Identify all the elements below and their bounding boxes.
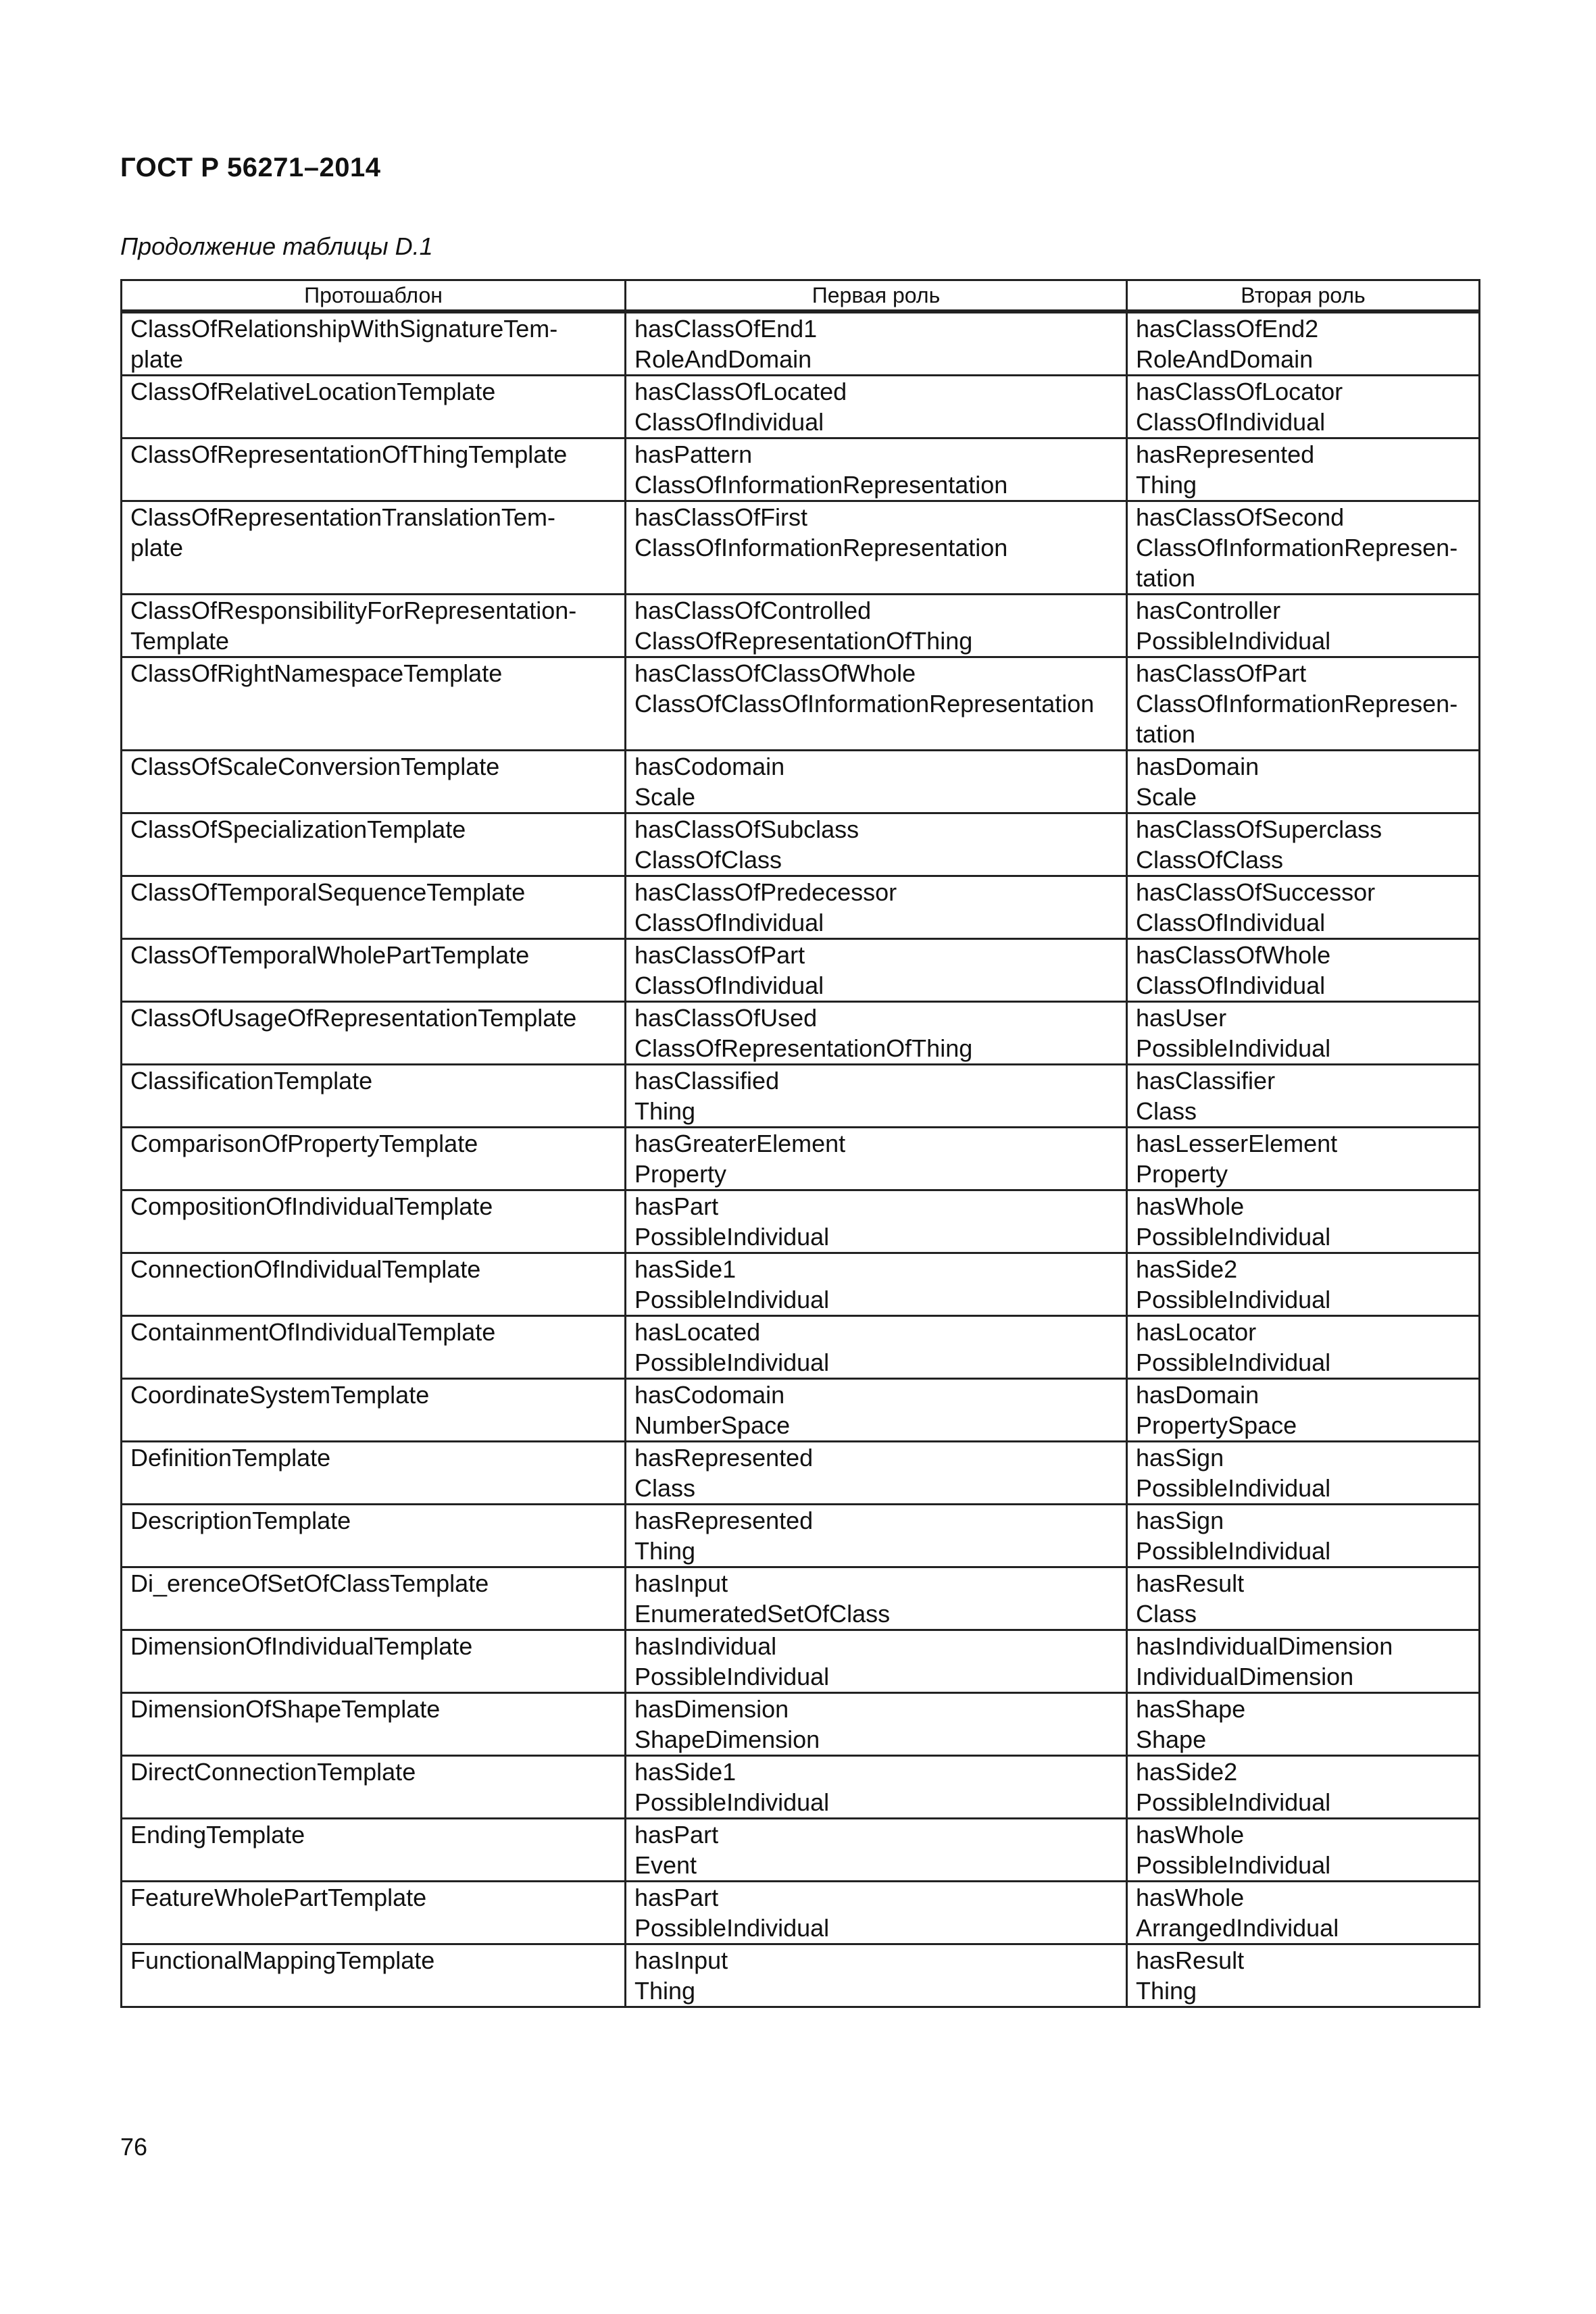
first-role-cell [626,1379,1127,1442]
cell-line: ClassOfIndividual [1136,909,1326,936]
cell-line: hasClassOfPredecessor [634,878,897,906]
cell-line: hasClassOfLocated [634,378,847,405]
first-role-cell [626,1567,1127,1630]
cell-line: ShapeDimension [634,1726,820,1753]
first-role-cell [626,813,1127,876]
cell-line: ClassOfRelativeLocationTemplate [130,378,496,405]
cell-line: PossibleIndividual [1136,1537,1331,1565]
cell-line: IndividualDimension [1136,1663,1354,1690]
cell-line: hasResult [1136,1946,1245,1974]
cell-line: hasPart [634,1884,719,1911]
cell-line: hasWhole [1136,1192,1245,1220]
protemplate-cell [122,1379,626,1442]
first-role-cell [626,501,1127,595]
cell-line: Event [634,1851,697,1879]
protemplate-cell [122,1819,626,1882]
table-caption: Продолжение таблицы D.1 [120,232,433,260]
cell-line: hasClassOfSubclass [634,815,859,843]
first-role-cell [626,1819,1127,1882]
cell-line: ClassOfRepresentationOfThing [634,1034,973,1062]
second-role-cell [1127,751,1480,813]
table-row [122,876,1480,939]
cell-line: hasDomain [1136,753,1260,780]
cell-line: PossibleIndividual [634,1788,830,1816]
cell-line: PossibleIndividual [1136,1474,1331,1502]
cell-line: Shape [1136,1726,1207,1753]
first-role-cell [626,1505,1127,1567]
second-role-cell [1127,1316,1480,1379]
protemplate-cell [122,751,626,813]
cell-line: hasClassOfSecond [1136,503,1345,531]
cell-line: hasSide2 [1136,1255,1238,1283]
second-role-cell [1127,1505,1480,1567]
page-number: 76 [120,2133,148,2161]
second-role-cell [1127,1442,1480,1505]
cell-line: EnumeratedSetOfClass [634,1600,891,1628]
second-role-cell [1127,813,1480,876]
cell-line: Scale [1136,783,1197,811]
cell-line: hasWhole [1136,1884,1245,1911]
cell-line: ArrangedIndividual [1136,1914,1339,1942]
cell-line: hasRepresented [1136,441,1315,468]
cell-line: tation [1136,720,1196,748]
table-row [122,376,1480,438]
protemplate-cell [122,1253,626,1316]
protemplate-cell [122,501,626,595]
cell-line: hasRepresented [634,1444,814,1472]
cell-line: hasClassified [634,1067,780,1095]
table-body [122,311,1480,2007]
protemplate-cell [122,876,626,939]
cell-line: ClassOfIndividual [1136,408,1326,436]
protemplate-cell [122,311,626,376]
cell-line: ClassOfClassOfInformationRepresentation [634,690,1095,718]
cell-line: ClassOfRepresentationOfThingTemplate [130,441,568,468]
second-role-cell [1127,1253,1480,1316]
second-role-cell [1127,1630,1480,1693]
cell-line: Thing [634,1097,696,1125]
cell-line: hasClassOfSuperclass [1136,815,1382,843]
cell-line: NumberSpace [634,1411,791,1439]
table-row [122,751,1480,813]
cell-line: Class [1136,1097,1197,1125]
first-role-cell [626,1253,1127,1316]
cell-line: ClassOfInformationRepresen- [1136,690,1458,718]
cell-line: hasDomain [1136,1381,1260,1409]
table-row [122,1379,1480,1442]
second-role-cell [1127,311,1480,376]
first-role-cell [626,1944,1127,2007]
table-row [122,657,1480,751]
table-row [122,1002,1480,1065]
cell-line: PossibleIndividual [634,1663,830,1690]
table-row [122,813,1480,876]
cell-line: hasUser [1136,1004,1227,1032]
protemplate-cell [122,1316,626,1379]
cell-line: ClassificationTemplate [130,1067,373,1095]
first-role-cell [626,376,1127,438]
cell-line: hasCodomain [634,1381,785,1409]
cell-line: hasCodomain [634,753,785,780]
cell-line: ClassOfTemporalWholePartTemplate [130,941,530,969]
cell-line: ClassOfScaleConversionTemplate [130,753,500,780]
cell-line: hasGreaterElement [634,1130,846,1157]
cell-line: hasShape [1136,1695,1246,1723]
cell-line: Class [1136,1600,1197,1628]
first-role-cell [626,595,1127,657]
first-role-cell [626,438,1127,501]
cell-line: hasClassOfClassOfWhole [634,659,916,687]
protemplate-cell [122,1065,626,1128]
cell-line: tation [1136,564,1196,592]
cell-line: plate [130,534,184,561]
table-row [122,939,1480,1002]
cell-line: ClassOfSpecializationTemplate [130,815,466,843]
cell-line: hasIndividual [634,1632,777,1660]
cell-line: ClassOfRepresentationOfThing [634,627,973,655]
first-role-cell [626,1190,1127,1253]
cell-line: ClassOfRightNamespaceTemplate [130,659,503,687]
table-row [122,438,1480,501]
cell-line: hasClassOfWhole [1136,941,1331,969]
protemplate-cell [122,438,626,501]
second-role-cell [1127,1065,1480,1128]
table-row [122,501,1480,595]
second-role-cell [1127,1756,1480,1819]
protemplate-cell [122,813,626,876]
cell-line: ClassOfIndividual [634,909,824,936]
cell-line: hasLesserElement [1136,1130,1338,1157]
cell-line: RoleAndDomain [634,345,812,373]
cell-line: hasClassOfFirst [634,503,808,531]
cell-line: FunctionalMappingTemplate [130,1946,435,1974]
cell-line: hasSide1 [634,1255,737,1283]
second-role-cell [1127,438,1480,501]
cell-line: PossibleIndividual [634,1286,830,1313]
cell-line: Property [1136,1160,1228,1188]
cell-line: hasResult [1136,1569,1245,1597]
second-role-cell [1127,1819,1480,1882]
first-role-cell [626,657,1127,751]
first-role-cell [626,1316,1127,1379]
cell-line: ClassOfRelationshipWithSignatureTem- [130,315,558,343]
cell-line: ClassOfInformationRepresentation [634,471,1008,499]
cell-line: ClassOfIndividual [1136,972,1326,999]
first-role-cell [626,876,1127,939]
cell-line: PossibleIndividual [1136,1349,1331,1376]
cell-line: hasSide1 [634,1758,737,1786]
cell-line: hasPattern [634,441,753,468]
first-role-cell [626,1065,1127,1128]
protemplate-cell [122,1567,626,1630]
cell-line: plate [130,345,184,373]
cell-line: hasIndividualDimension [1136,1632,1393,1660]
protemplate-cell [122,939,626,1002]
protemplate-cell [122,1505,626,1567]
first-role-cell [626,1756,1127,1819]
cell-line: hasSign [1136,1444,1224,1472]
cell-line: CompositionOfIndividualTemplate [130,1192,493,1220]
cell-line: ClassOfIndividual [634,972,824,999]
cell-line: ClassOfIndividual [634,408,824,436]
cell-line: ClassOfClass [634,846,782,874]
second-role-cell [1127,1944,1480,2007]
cell-line: hasSign [1136,1507,1224,1534]
first-role-cell [626,1882,1127,1944]
cell-line: RoleAndDomain [1136,345,1314,373]
cell-line: hasInput [634,1569,728,1597]
cell-line: DirectConnectionTemplate [130,1758,416,1786]
table-row [122,1882,1480,1944]
second-role-cell [1127,1567,1480,1630]
cell-line: hasSide2 [1136,1758,1238,1786]
cell-line: PossibleIndividual [1136,1286,1331,1313]
cell-line: Class [634,1474,696,1502]
second-role-cell [1127,1002,1480,1065]
cell-line: ClassOfInformationRepresen- [1136,534,1458,561]
cell-line: hasPart [634,1821,719,1848]
second-role-cell [1127,501,1480,595]
column-header-protemplate: Протошаблон [122,280,626,312]
second-role-cell [1127,1128,1480,1190]
table-row [122,1505,1480,1567]
cell-line: ClassOfTemporalSequenceTemplate [130,878,526,906]
cell-line: Scale [634,783,696,811]
table-row [122,1693,1480,1756]
cell-line: ConnectionOfIndividualTemplate [130,1255,481,1283]
column-header-first-role: Первая роль [626,280,1127,312]
cell-line: ClassOfClass [1136,846,1284,874]
second-role-cell [1127,1190,1480,1253]
table-row [122,1630,1480,1693]
first-role-cell [626,939,1127,1002]
protemplate-cell [122,595,626,657]
cell-line: Template [130,627,230,655]
first-role-cell [626,311,1127,376]
cell-line: hasClassOfEnd1 [634,315,818,343]
second-role-cell [1127,376,1480,438]
protemplate-cell [122,1756,626,1819]
cell-line: FeatureWholePartTemplate [130,1884,427,1911]
cell-line: Thing [1136,471,1197,499]
protemplate-cell [122,1190,626,1253]
cell-line: Thing [634,1977,696,2005]
table-row [122,1756,1480,1819]
cell-line: CoordinateSystemTemplate [130,1381,430,1409]
cell-line: PossibleIndividual [1136,1034,1331,1062]
cell-line: DimensionOfShapeTemplate [130,1695,441,1723]
cell-line: hasWhole [1136,1821,1245,1848]
second-role-cell [1127,595,1480,657]
cell-line: PossibleIndividual [1136,1851,1331,1879]
cell-line: hasInput [634,1946,728,1974]
protemplate-cell [122,1128,626,1190]
cell-line: ClassOfResponsibilityForRepresentation- [130,597,577,624]
standard-header: ГОСТ Р 56271–2014 [120,153,381,182]
second-role-cell [1127,876,1480,939]
cell-line: hasRepresented [634,1507,814,1534]
first-role-cell [626,1128,1127,1190]
cell-line: Thing [1136,1977,1197,2005]
cell-line: Thing [634,1537,696,1565]
cell-line: hasClassOfPart [634,941,805,969]
cell-line: PossibleIndividual [1136,627,1331,655]
table-row [122,595,1480,657]
second-role-cell [1127,1693,1480,1756]
cell-line: ContainmentOfIndividualTemplate [130,1318,496,1346]
cell-line: ClassOfInformationRepresentation [634,534,1008,561]
table-header-row [122,280,1480,312]
cell-line: hasClassOfUsed [634,1004,818,1032]
second-role-cell [1127,939,1480,1002]
cell-line: hasClassOfSuccessor [1136,878,1376,906]
cell-line: DimensionOfIndividualTemplate [130,1632,473,1660]
cell-line: hasLocated [634,1318,761,1346]
table-row [122,1190,1480,1253]
template-roles-table [120,279,1480,2008]
table-row [122,1819,1480,1882]
cell-line: hasDimension [634,1695,789,1723]
table-row [122,1253,1480,1316]
protemplate-cell [122,1693,626,1756]
cell-line: PossibleIndividual [634,1223,830,1251]
cell-line: PossibleIndividual [1136,1223,1331,1251]
cell-line: Property [634,1160,727,1188]
protemplate-cell [122,1630,626,1693]
second-role-cell [1127,657,1480,751]
cell-line: hasClassOfLocator [1136,378,1343,405]
cell-line: hasLocator [1136,1318,1257,1346]
protemplate-cell [122,1882,626,1944]
protemplate-cell [122,1944,626,2007]
cell-line: hasClassOfEnd2 [1136,315,1319,343]
table-row [122,1316,1480,1379]
cell-line: PossibleIndividual [634,1349,830,1376]
cell-line: ClassOfRepresentationTranslationTem- [130,503,555,531]
cell-line: Di_erenceOfSetOfClassTemplate [130,1569,489,1597]
cell-line: DescriptionTemplate [130,1507,351,1534]
cell-line: hasPart [634,1192,719,1220]
cell-line: hasController [1136,597,1281,624]
cell-line: PossibleIndividual [1136,1788,1331,1816]
column-header-second-role: Вторая роль [1127,280,1480,312]
first-role-cell [626,751,1127,813]
table-row [122,1944,1480,2007]
table-row [122,311,1480,376]
table-row [122,1442,1480,1505]
cell-line: hasClassOfPart [1136,659,1307,687]
cell-line: ClassOfUsageOfRepresentationTemplate [130,1004,577,1032]
cell-line: DefinitionTemplate [130,1444,331,1472]
protemplate-cell [122,657,626,751]
second-role-cell [1127,1882,1480,1944]
second-role-cell [1127,1379,1480,1442]
cell-line: hasClassOfControlled [634,597,872,624]
table-row [122,1128,1480,1190]
cell-line: EndingTemplate [130,1821,305,1848]
table-row [122,1567,1480,1630]
cell-line: PossibleIndividual [634,1914,830,1942]
first-role-cell [626,1002,1127,1065]
first-role-cell [626,1630,1127,1693]
cell-line: PropertySpace [1136,1411,1297,1439]
cell-line: hasClassifier [1136,1067,1276,1095]
protemplate-cell [122,376,626,438]
protemplate-cell [122,1442,626,1505]
first-role-cell [626,1693,1127,1756]
cell-line: ComparisonOfPropertyTemplate [130,1130,478,1157]
table-row [122,1065,1480,1128]
first-role-cell [626,1442,1127,1505]
protemplate-cell [122,1002,626,1065]
